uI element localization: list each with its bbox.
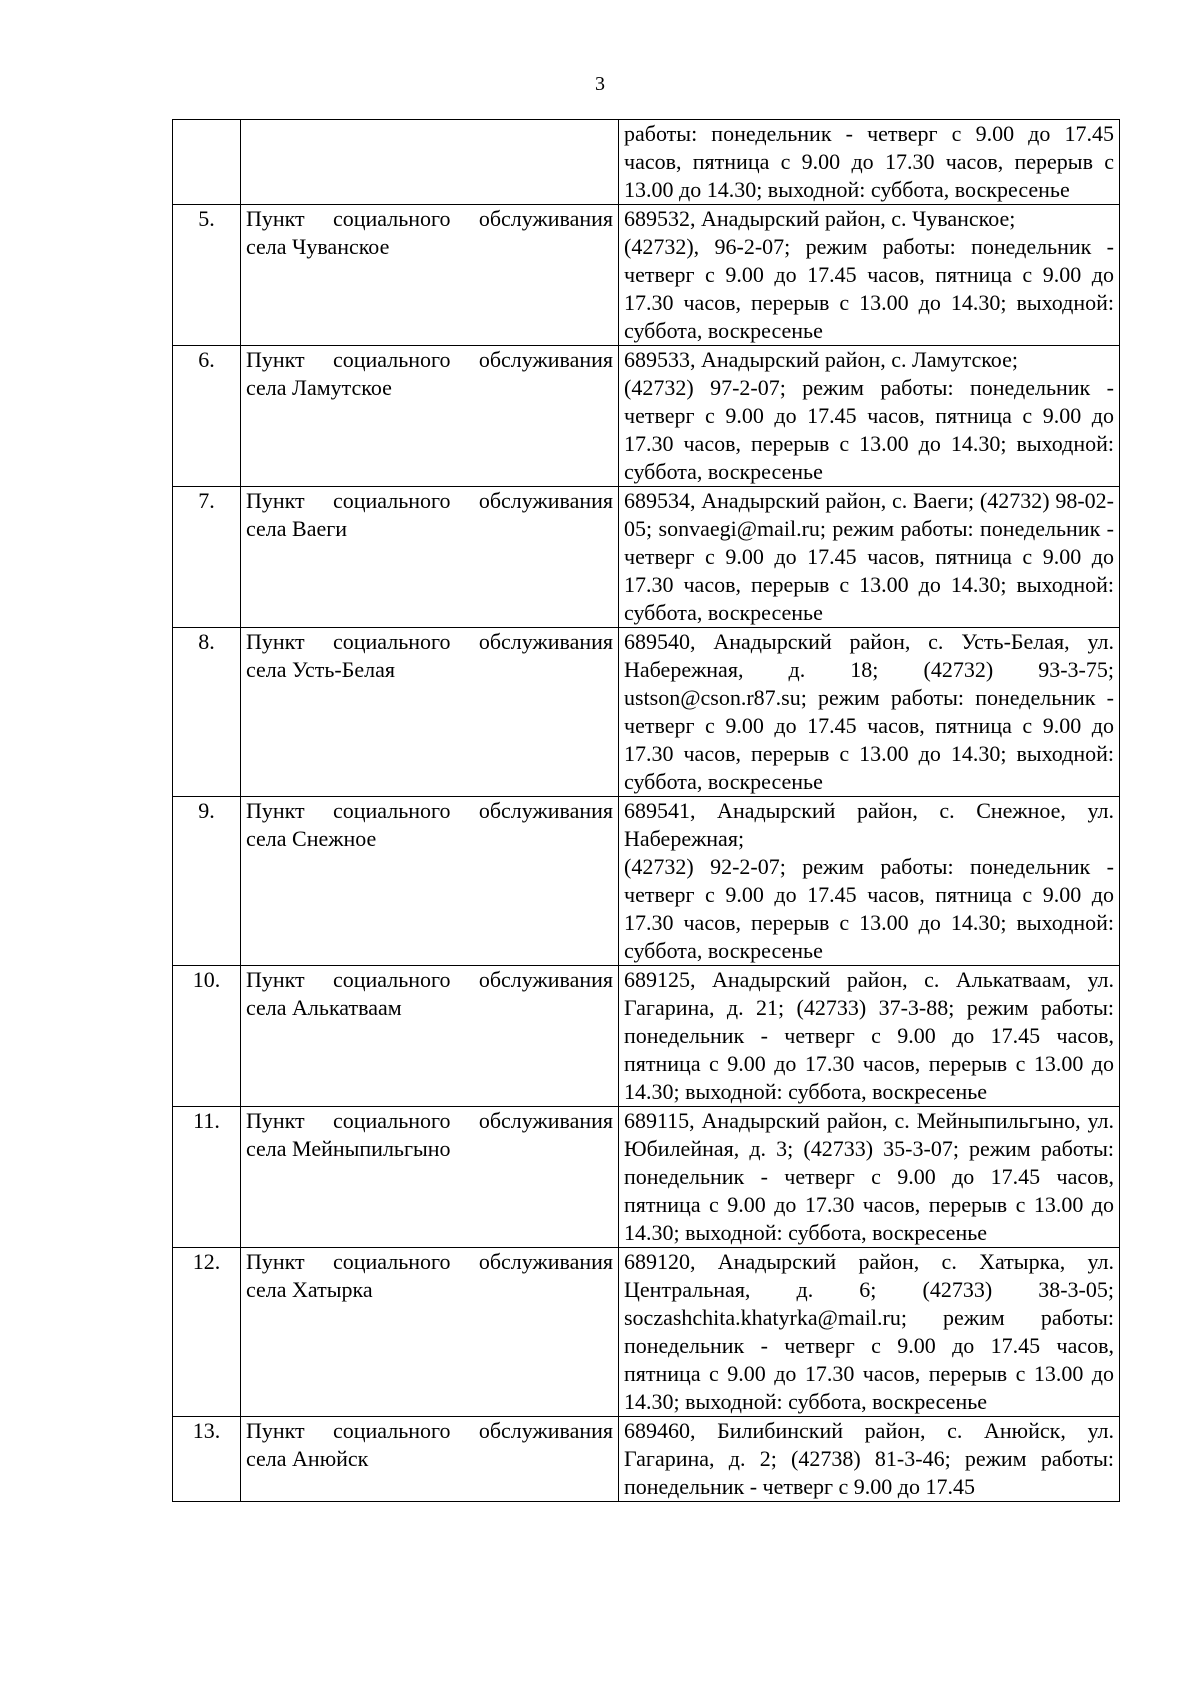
contact-line: 689534, Анадырский район, с. Ваеги; (42732) 98-02-05; sonvaegi@mail.ru; режим работы: понедельник - четверг с 9.00 до 17.45 часов, пятница с 9.00 до 17.30 часов, перерыв с 13.00 до 14.30; выходной: суббота, воскресенье bbox=[624, 488, 1114, 625]
service-point-name: Пункт социального обслуживания села Снежное bbox=[241, 797, 619, 966]
service-point-contacts bbox=[619, 797, 1120, 966]
contact-line: 689541, Анадырский район, с. Снежное, ул. Набережная; bbox=[624, 798, 1114, 851]
contact-line: 689460, Билибинский район, с. Анюйск, ул. Гагарина, д. 2; (42738) 81-3-46; режим работы: понедельник - четверг с 9.00 до 17.45 bbox=[624, 1418, 1114, 1499]
table-row bbox=[173, 797, 1120, 966]
table-row bbox=[173, 205, 1120, 346]
contact-line: 689120, Анадырский район, с. Хатырка, ул. Центральная, д. 6; (42733) 38-3-05; soczashchita.khatyrka@mail.ru; режим работы: понедельник - четверг с 9.00 до 17.45 часов, пятница с 9.00 до 17.30 часов, перерыв с 13.00 до 14.30; выходной: суббота, воскресенье bbox=[624, 1249, 1114, 1414]
page-number: 3 bbox=[595, 73, 605, 95]
row-number bbox=[173, 120, 241, 205]
contact-line: (42732), 96-2-07; режим работы: понедельник - четверг с 9.00 до 17.45 часов, пятница с 9.00 до 17.30 часов, перерыв с 13.00 до 14.30; выходной: суббота, воскресенье bbox=[624, 234, 1114, 343]
service-point-contacts bbox=[619, 120, 1120, 205]
row-number: 8. bbox=[173, 628, 241, 797]
contact-line: (42732) 97-2-07; режим работы: понедельник - четверг с 9.00 до 17.45 часов, пятница с 9.00 до 17.30 часов, перерыв с 13.00 до 14.30; выходной: суббота, воскресенье bbox=[624, 375, 1114, 484]
service-point-contacts bbox=[619, 1107, 1120, 1248]
service-point-name: Пункт социального обслуживания села Ламутское bbox=[241, 346, 619, 487]
service-point-name bbox=[241, 120, 619, 205]
row-number: 6. bbox=[173, 346, 241, 487]
service-point-name: Пункт социального обслуживания села Усть-Белая bbox=[241, 628, 619, 797]
contact-line: (42732) 92-2-07; режим работы: понедельник - четверг с 9.00 до 17.45 часов, пятница с 9.00 до 17.30 часов, перерыв с 13.00 до 14.30; выходной: суббота, воскресенье bbox=[624, 854, 1114, 963]
service-point-contacts bbox=[619, 346, 1120, 487]
row-number: 12. bbox=[173, 1248, 241, 1417]
table-row bbox=[173, 1107, 1120, 1248]
table-row bbox=[173, 628, 1120, 797]
service-point-name: Пункт социального обслуживания села Ваеги bbox=[241, 487, 619, 628]
contact-line: 689115, Анадырский район, с. Мейныпильгыно, ул. Юбилейная, д. 3; (42733) 35-3-07; режим работы: понедельник - четверг с 9.00 до 17.45 часов, пятница с 9.00 до 17.30 часов, перерыв с 13.00 до 14.30; выходной: суббота, воскресенье bbox=[624, 1108, 1114, 1245]
table-row bbox=[173, 346, 1120, 487]
contact-line: работы: понедельник - четверг с 9.00 до 17.45 часов, пятница с 9.00 до 17.30 часов, перерыв с 13.00 до 14.30; выходной: суббота, воскресенье bbox=[624, 121, 1114, 202]
service-point-name: Пункт социального обслуживания села Анюйск bbox=[241, 1417, 619, 1502]
table-body bbox=[173, 120, 1120, 1502]
row-number: 10. bbox=[173, 966, 241, 1107]
service-point-name: Пункт социального обслуживания села Мейныпильгыно bbox=[241, 1107, 619, 1248]
contact-line: 689533, Анадырский район, с. Ламутское; bbox=[624, 347, 1018, 372]
service-point-name: Пункт социального обслуживания села Чуванское bbox=[241, 205, 619, 346]
table-row bbox=[173, 966, 1120, 1107]
service-point-name: Пункт социального обслуживания села Хатырка bbox=[241, 1248, 619, 1417]
row-number: 13. bbox=[173, 1417, 241, 1502]
service-point-contacts bbox=[619, 487, 1120, 628]
table-row bbox=[173, 1248, 1120, 1417]
row-number: 5. bbox=[173, 205, 241, 346]
contact-line: 689532, Анадырский район, с. Чуванское; bbox=[624, 206, 1016, 231]
table-row bbox=[173, 487, 1120, 628]
table-row bbox=[173, 1417, 1120, 1502]
service-point-contacts bbox=[619, 1248, 1120, 1417]
service-point-contacts bbox=[619, 628, 1120, 797]
contact-line: 689540, Анадырский район, с. Усть-Белая, ул. Набережная, д. 18; (42732) 93-3-75; ustson@cson.r87.su; режим работы: понедельник - четверг с 9.00 до 17.45 часов, пятница с 9.00 до 17.30 часов, перерыв с 13.00 до 14.30; выходной: суббота, воскресенье bbox=[624, 629, 1114, 794]
service-point-name: Пункт социального обслуживания села Алькатваам bbox=[241, 966, 619, 1107]
row-number: 9. bbox=[173, 797, 241, 966]
table-row bbox=[173, 120, 1120, 205]
social-service-points-table bbox=[172, 119, 1120, 1502]
row-number: 11. bbox=[173, 1107, 241, 1248]
row-number: 7. bbox=[173, 487, 241, 628]
service-point-contacts bbox=[619, 966, 1120, 1107]
contact-line: 689125, Анадырский район, с. Алькатваам, ул. Гагарина, д. 21; (42733) 37-3-88; режим работы: понедельник - четверг с 9.00 до 17.45 часов, пятница с 9.00 до 17.30 часов, перерыв с 13.00 до 14.30; выходной: суббота, воскресенье bbox=[624, 967, 1114, 1104]
service-point-contacts bbox=[619, 1417, 1120, 1502]
service-point-contacts bbox=[619, 205, 1120, 346]
